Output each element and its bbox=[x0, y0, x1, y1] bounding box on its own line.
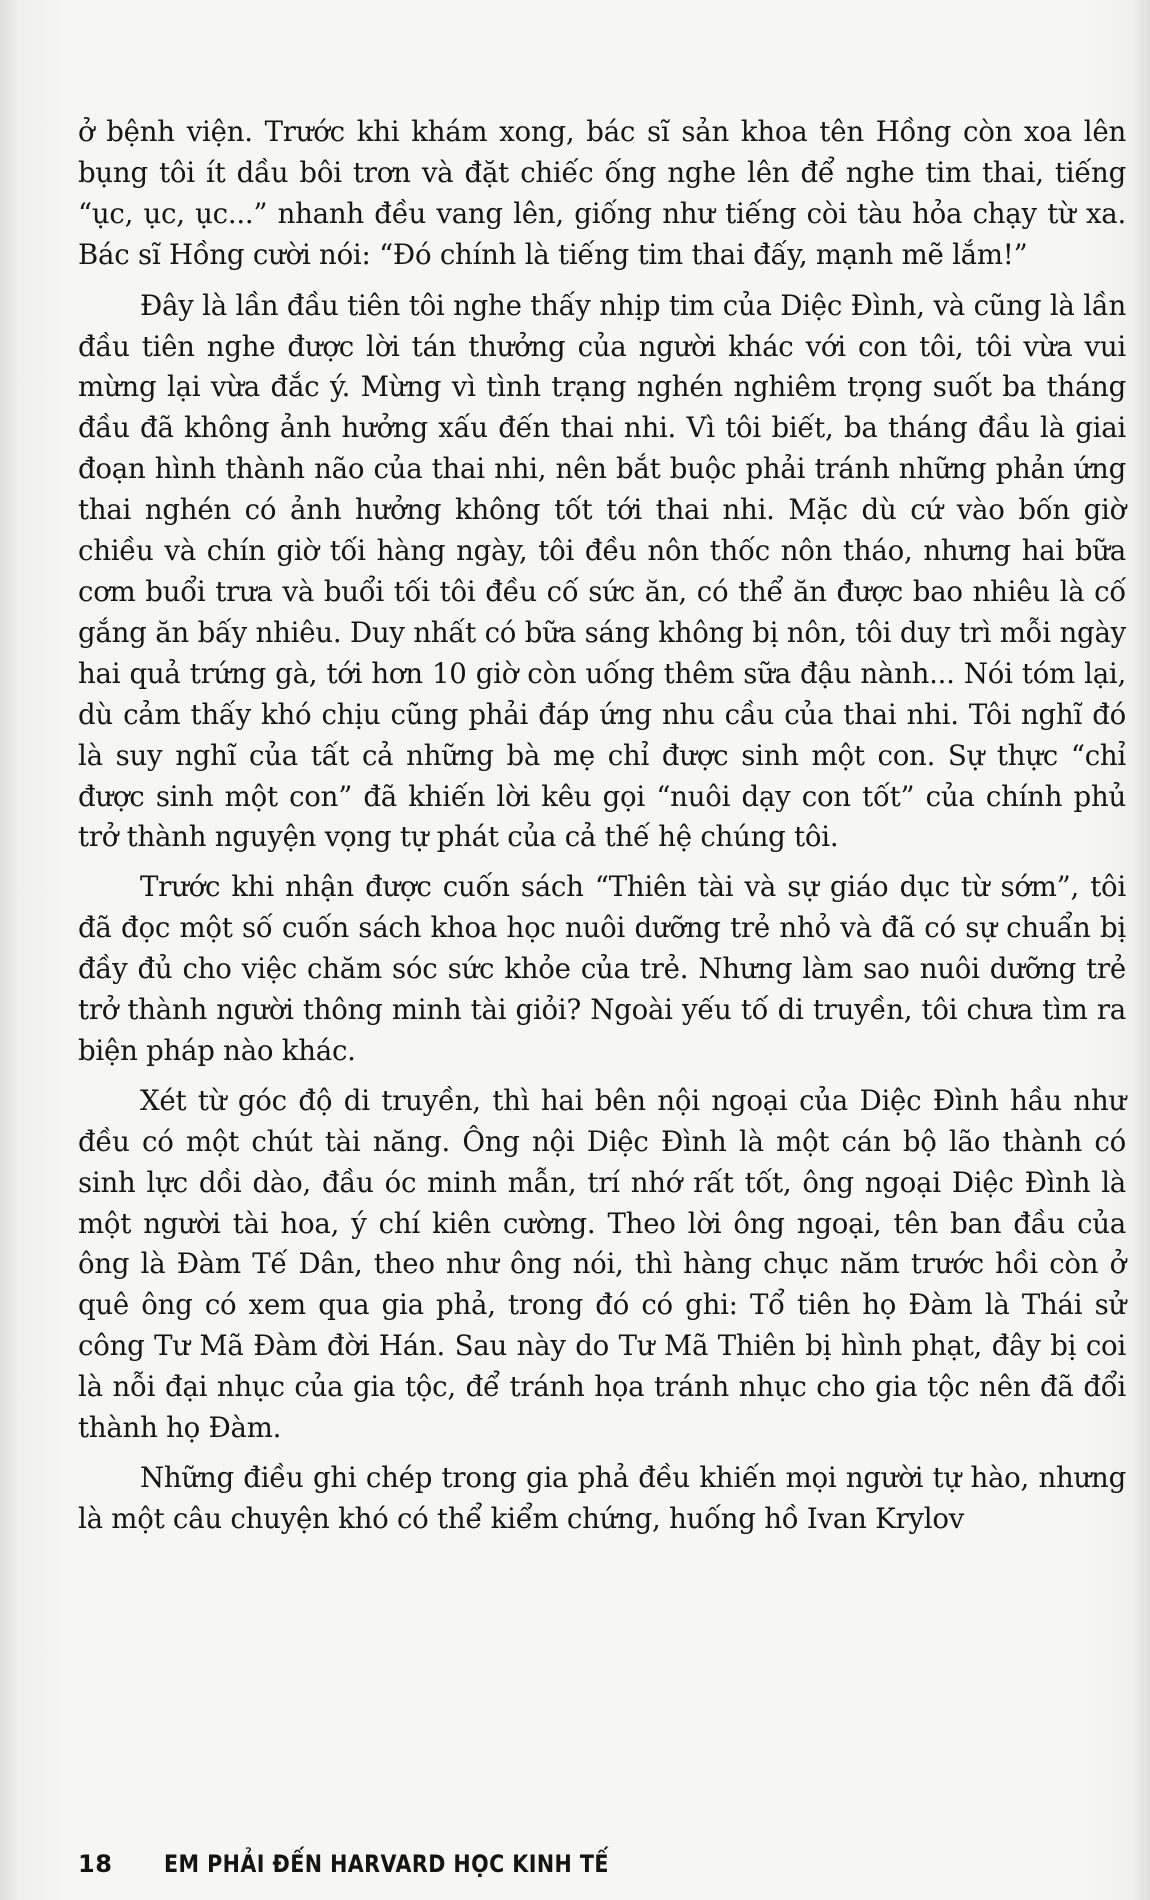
page-number: 18 bbox=[78, 1850, 113, 1878]
page-edge-shadow-right bbox=[1132, 0, 1150, 1900]
paragraph-5: Những điều ghi chép trong gia phả đều khiến mọi người tự hào, nhưng là một câu chuyện khó có thể kiểm chứng, huống hồ Ivan Krylov bbox=[78, 1461, 1126, 1535]
paragraph-1: ở bệnh viện. Trước khi khám xong, bác sĩ sản khoa tên Hồng còn xoa lên bụng tôi ít dầu bôi trơn và đặt chiếc ống nghe lên để nghe tim thai, tiếng “ục, ục, ục...” nhanh đều vang lên, giống như tiếng còi tàu hỏa chạy từ xa. Bác sĩ Hồng cười nói: “Đó chính là tiếng tim thai đấy, mạnh mẽ lắm!” bbox=[78, 115, 1126, 271]
paragraph-4: Xét từ góc độ di truyền, thì hai bên nội ngoại của Diệc Đình hầu như đều có một chút tài năng. Ông nội Diệc Đình là một cán bộ lão thành có sinh lực dồi dào, đầu óc minh mẫn, trí nhớ rất tốt, ông ngoại Diệc Đình là một người tài hoa, ý chí kiên cường. Theo lời ông ngoại, tên ban đầu của ông là Đàm Tế Dân, theo như ông nói, thì hàng chục năm trước hồi còn ở quê ông có xem qua gia phả, trong đó có ghi: Tổ tiên họ Đàm là Thái sử công Tư Mã Đàm đời Hán. Sau này do Tư Mã Thiên bị hình phạt, đây bị coi là nỗi đại nhục của gia tộc, để tránh họa tránh nhục cho gia tộc nên đã đổi thành họ Đàm. bbox=[78, 1083, 1126, 1445]
page-footer bbox=[78, 1850, 681, 1878]
page-edge-shadow-left bbox=[0, 0, 18, 1900]
paragraph-2: Đây là lần đầu tiên tôi nghe thấy nhịp tim của Diệc Đình, và cũng là lần đầu tiên nghe được lời tán thưởng của người khác với con tôi, tôi vừa vui mừng lại vừa đắc ý. Mừng vì tình trạng nghén nghiêm trọng suốt ba tháng đầu đã không ảnh hưởng xấu đến thai nhi. Vì tôi biết, ba tháng đầu là giai đoạn hình thành não của thai nhi, nên bắt buộc phải tránh những phản ứng thai nghén có ảnh hưởng không tốt tới thai nhi. Mặc dù cứ vào bốn giờ chiều và chín giờ tối hàng ngày, tôi đều nôn thốc nôn tháo, nhưng hai bữa cơm buổi trưa và buổi tối tôi đều cố sức ăn, có thể ăn được bao nhiêu là cố gắng ăn bấy nhiêu. Duy nhất có bữa sáng không bị nôn, tôi duy trì mỗi ngày hai quả trứng gà, tới hơn 10 giờ còn uống thêm sữa đậu nành... Nói tóm lại, dù cảm thấy khó chịu cũng phải đáp ứng nhu cầu của thai nhi. Tôi nghĩ đó là suy nghĩ của tất cả những bà mẹ chỉ được sinh một con. Sự thực “chỉ được sinh một con” đã khiến lời kêu gọi “nuôi dạy con tốt” của chính phủ trở thành nguyện vọng tự phát của cả thế hệ chúng tôi. bbox=[78, 288, 1126, 854]
paragraph-3: Trước khi nhận được cuốn sách “Thiên tài và sự giáo dục từ sớm”, tôi đã đọc một số cuốn sách khoa học nuôi dưỡng trẻ nhỏ và đã có sự chuẩn bị đầy đủ cho việc chăm sóc sức khỏe của trẻ. Nhưng làm sao nuôi dưỡng trẻ trở thành người thông minh tài giỏi? Ngoài yếu tố di truyền, tôi chưa tìm ra biện pháp nào khác. bbox=[78, 870, 1126, 1067]
running-title: EM PHẢI ĐẾN HARVARD HỌC KINH TẾ bbox=[164, 1850, 609, 1878]
body-text bbox=[78, 112, 1126, 1549]
